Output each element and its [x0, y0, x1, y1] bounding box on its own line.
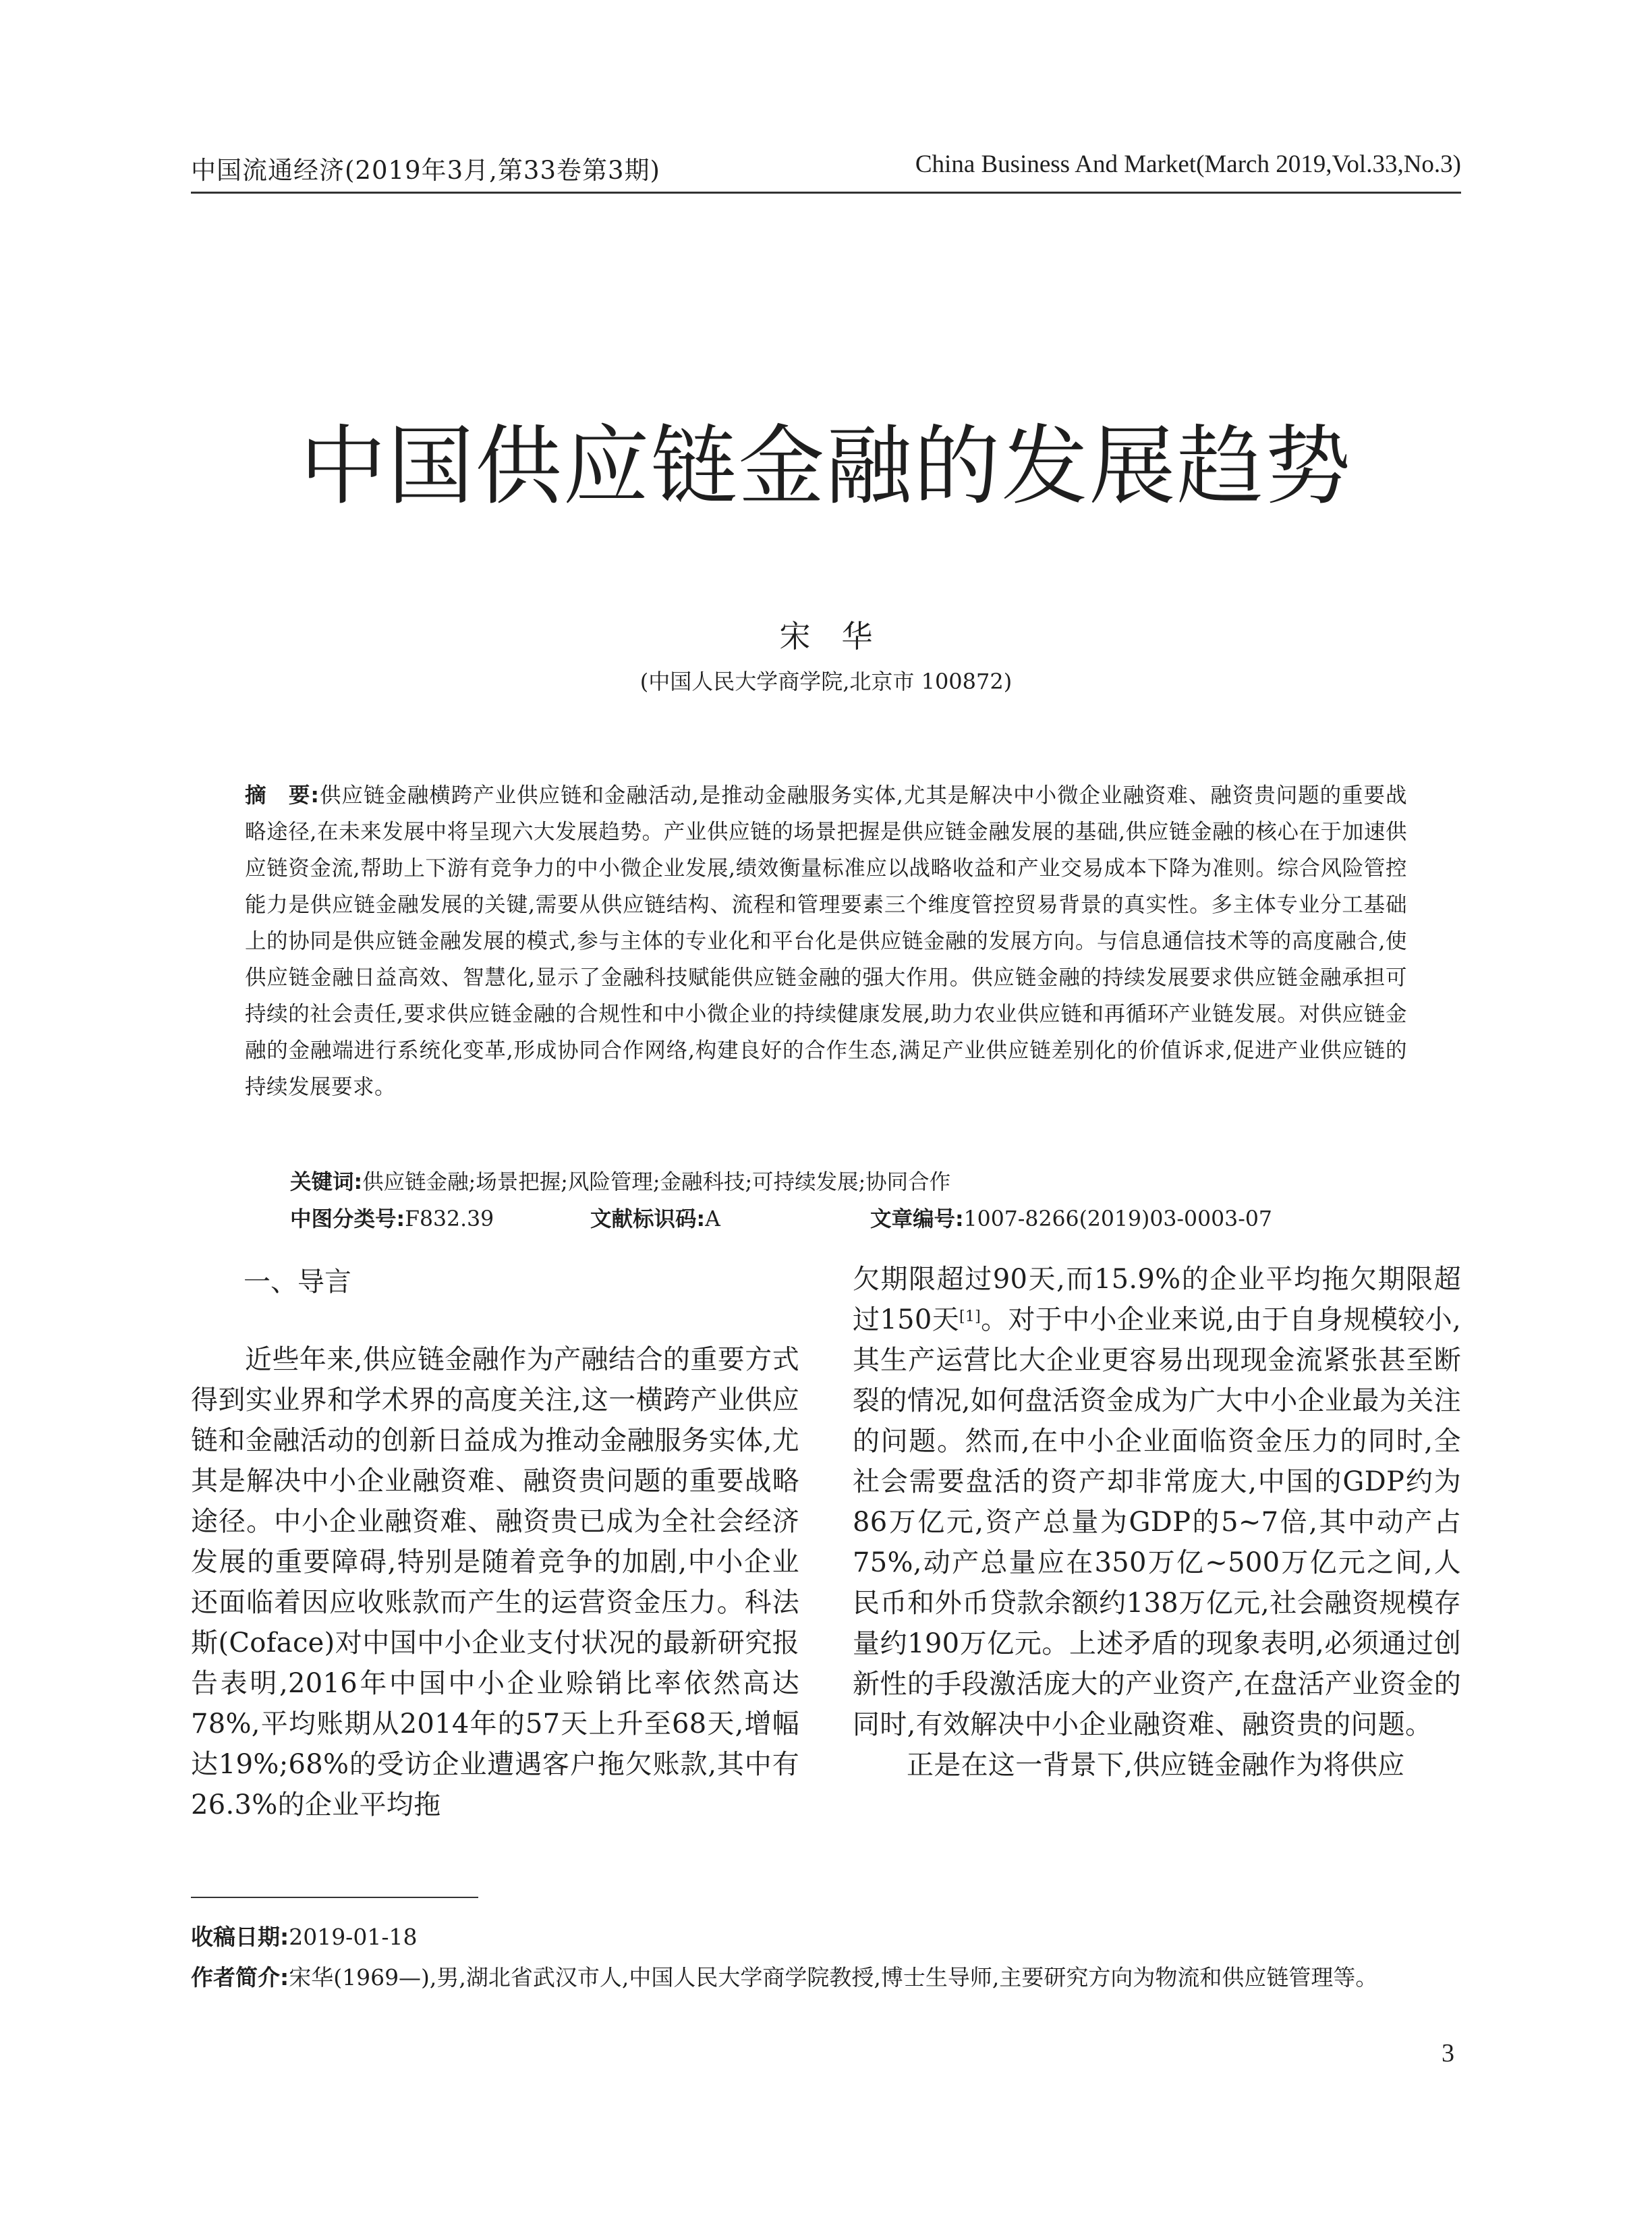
keywords-label: 关键词:: [290, 1170, 363, 1194]
page-number: 3: [1442, 2039, 1454, 2067]
article-number-value: 1007-8266(2019)03-0003-07: [963, 1207, 1272, 1231]
article-title: 中国供应链金融的发展趋势: [300, 416, 1352, 517]
right-paragraph-1-rest: 。对于中小企业来说,由于自身规模较小,其生产运营比大企业更容易出现现金流紧张甚至断裂的情况,如何盘活资金成为广大中小企业最为关注的问题。然而,在中小企业面临资金压力的同时,全社会需要盘活的资产却非常庞大,中国的GDP约为86万亿元,资产总量为GDP的5~7倍,其中动产占75%,动产总量应在350万亿~500万亿元之间,人民币和外币贷款余额约138万亿元,社会融资规模存量约190万亿元。上述矛盾的现象表明,必须通过创新性的手段激活庞大的产业资产,在盘活产业资金的同时,有效解决中小企业融资难、融资贵的问题。: [853, 1304, 1461, 1740]
clc-label: 中图分类号:: [290, 1207, 405, 1231]
right-paragraph-2: 正是在这一背景下,供应链金融作为将供应: [907, 1750, 1405, 1781]
received-date: [191, 1920, 417, 1951]
abstract-text: 供应链金融横跨产业供应链和金融活动,是推动金融服务实体,尤其是解决中小微企业融资难、融资贵问题的重要战略途径,在未来发展中将呈现六大发展趋势。产业供应链的场景把握是供应链金融发展的基础,供应链金融的核心在于加速供应链资金流,帮助上下游有竞争力的中小微企业发展,绩效衡量标准应以战略收益和产业交易成本下降为准则。综合风险管控能力是供应链金融发展的关键,需要从供应链结构、流程和管理要素三个维度管控贸易背景的真实性。多主体专业分工基础上的协同是供应链金融发展的模式,参与主体的专业化和平台化是供应链金融的发展方向。与信息通信技术等的高度融合,使供应链金融日益高效、智慧化,显示了金融科技赋能供应链金融的强大作用。供应链金融的持续发展要求供应链金融承担可持续的社会责任,要求供应链金融的合规性和中小微企业的持续健康发展,助力农业供应链和再循环产业链发展。对供应链金融的金融端进行系统化变革,形成协同合作网络,构建良好的合作生态,满足产业供应链差别化的价值诉求,促进产业供应链的持续发展要求。: [245, 783, 1407, 1099]
right-paragraph-1: [853, 1259, 1461, 1745]
document-code-label: 文献标识码:: [590, 1207, 706, 1231]
keywords-text: 供应链金融;场景把握;风险管理;金融科技;可持续发展;协同合作: [362, 1170, 951, 1194]
right-paragraph-1-start: 欠期限超过90天,而15.9%的企业平均拖欠期限超过150天: [853, 1264, 1461, 1335]
keywords: [290, 1165, 950, 1196]
abstract: [245, 777, 1407, 1105]
header-rule: [191, 192, 1461, 194]
received-date-value: 2019-01-18: [289, 1924, 418, 1950]
author-name: 宋 华: [779, 618, 873, 655]
section-heading: 一、导言: [244, 1267, 351, 1298]
journal-header-chinese: 中国流通经济(2019年3月,第33卷第3期): [191, 156, 660, 185]
article-number-label: 文章编号:: [870, 1207, 964, 1231]
received-date-label: 收稿日期:: [191, 1924, 289, 1950]
body-right-column: [853, 1259, 1461, 1785]
author-bio-text: 宋华(1969—),男,湖北省武汉市人,中国人民大学商学院教授,博士生导师,主要研究方向为物流和供应链管理等。: [289, 1964, 1378, 1991]
author-bio-label: 作者简介:: [191, 1964, 289, 1991]
abstract-label: 摘 要:: [245, 783, 320, 808]
author-bio: [191, 1960, 1377, 1992]
footnote-rule: [191, 1897, 478, 1898]
clc-number: [290, 1202, 494, 1233]
document-code-value: A: [705, 1207, 720, 1231]
body-left-column: 近些年来,供应链金融作为产融结合的重要方式得到实业界和学术界的高度关注,这一横跨产业供应链和金融活动的创新日益成为推动金融服务实体,尤其是解决中小企业融资难、融资贵问题的重要战略途径。中小企业融资难、融资贵已成为全社会经济发展的重要障碍,特别是随着竞争的加剧,中小企业还面临着因应收账款而产生的运营资金压力。科法斯(Coface)对中国中小企业支付状况的最新研究报告表明,2016年中国中小企业赊销比率依然高达78%,平均账期从2014年的57天上升至68天,增幅达19%;68%的受访企业遭遇客户拖欠账款,其中有26.3%的企业平均拖: [191, 1344, 799, 1820]
article-number: [870, 1202, 1272, 1233]
citation-mark: [1]: [959, 1308, 981, 1325]
journal-header-english: China Business And Market(March 2019,Vol.33,No.3): [915, 150, 1461, 178]
author-affiliation: (中国人民大学商学院,北京市 100872): [639, 669, 1013, 694]
document-code: [590, 1202, 720, 1233]
clc-value: F832.39: [405, 1207, 494, 1231]
